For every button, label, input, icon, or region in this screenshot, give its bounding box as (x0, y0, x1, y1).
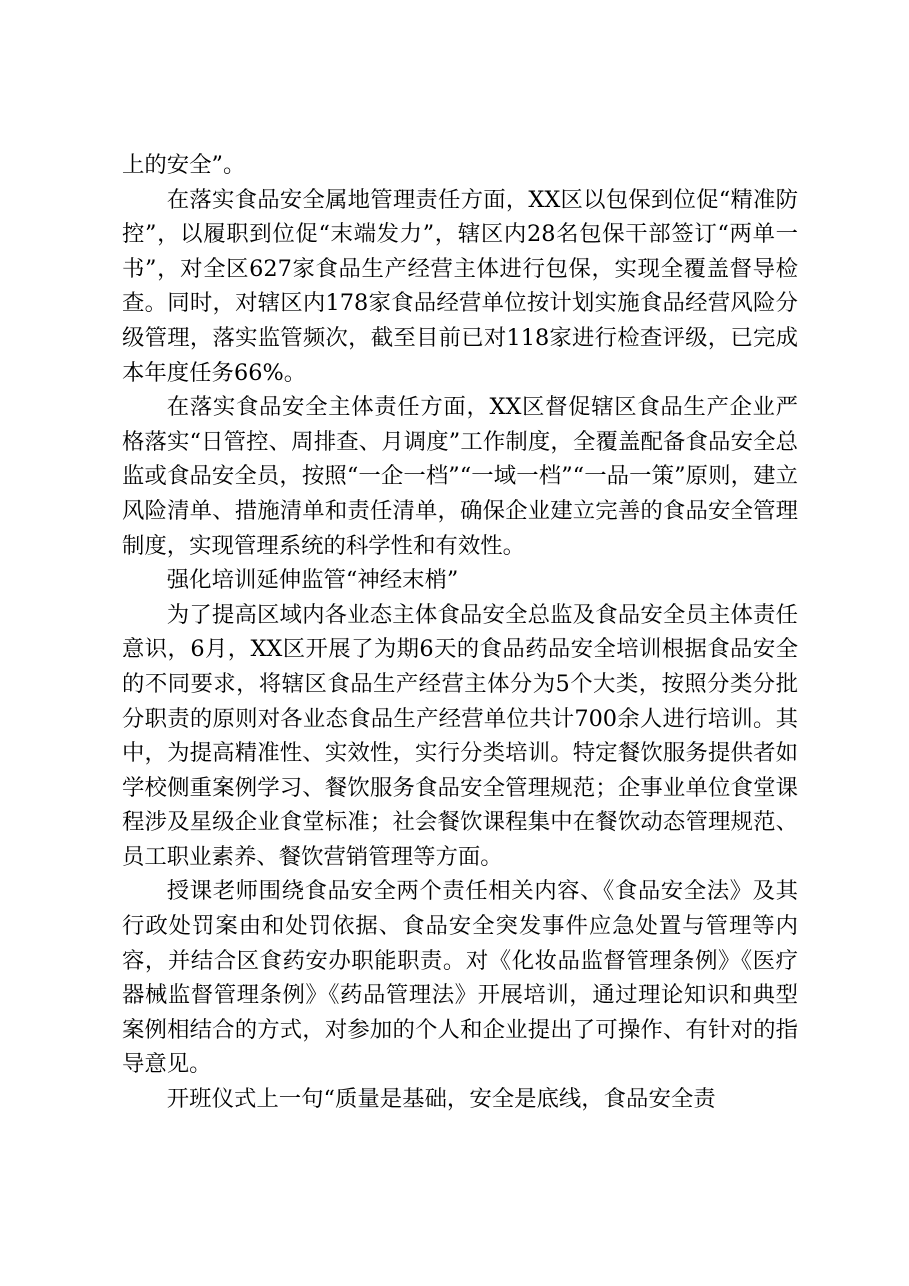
paragraph-opening-ceremony: 开班仪式上一句“质量是基础，安全是底线，食品安全责 (166, 1086, 716, 1113)
paragraph-training-content: 授课老师围绕食品安全两个责任相关内容、《食品安全法》及其行政处罚案由和处罚依据、食品安全突发事件应急处置与管理等内容，并结合区食药安办职能职责。对《化妆品监督管理条例》《医疗器械监督管理条例》《药品管理法》开展培训，通过理论知识和典型案例相结合的方式，对参加的个人和企业提出了可操作、有针对的指导意见。 (122, 878, 798, 1078)
document-body (122, 148, 798, 1117)
paragraph-training-overview: 为了提高区域内各业态主体食品安全总监及食品安全员主体责任意识，6月，XX区开展了为期6天的食品药品安全培训根据食品安全的不同要求，将辖区食品生产经营主体分为5个大类，按照分类分批分职责的原则对各业态食品生产经营单位共计700余人进行培训。其中，为提高精准性、实效性，实行分类培训。特定餐饮服务提供者如学校侧重案例学习、餐饮服务食品安全管理规范；企事业单位食堂课程涉及星级企业食堂标准；社会餐饮课程集中在餐饮动态管理规范、员工职业素养、餐饮营销管理等方面。 (122, 601, 798, 870)
paragraph-continuation: 上的安全”。 (122, 152, 246, 178)
paragraph-subject-responsibility: 在落实食品安全主体责任方面，XX区督促辖区食品生产企业严格落实“日管控、周排查、月调度”工作制度，全覆盖配备食品安全总监或食品安全员，按照“一企一档”“一域一档”“一品一策”原则，建立风险清单、措施清单和责任清单，确保企业建立完善的食品安全管理制度，实现管理系统的科学性和有效性。 (122, 394, 798, 559)
section-heading-training: 强化培训延伸监管“神经末梢” (166, 567, 459, 594)
paragraph-territorial-responsibility: 在落实食品安全属地管理责任方面，XX区以包保到位促“精准防控”，以履职到位促“末端发力”，辖区内28名包保干部签订“两单一书”，对全区627家食品生产经营主体进行包保，实现全覆盖督导检查。同时，对辖区内178家食品经营单位按计划实施食品经营风险分级管理，落实监管频次，截至目前已对118家进行检查评级，已完成本年度任务66%。 (122, 186, 798, 386)
